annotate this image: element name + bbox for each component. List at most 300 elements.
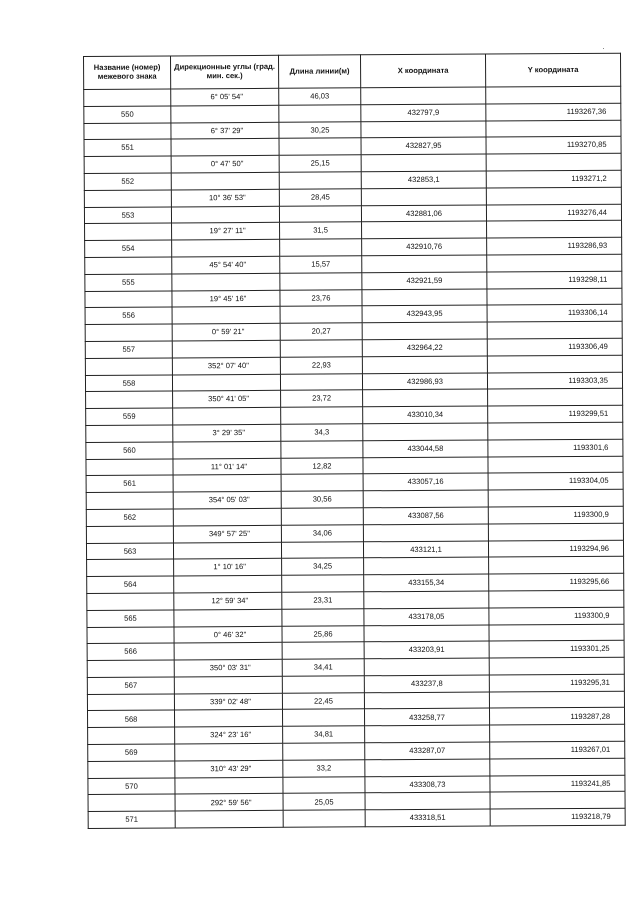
point-name-cell-text: 558 (122, 378, 136, 388)
direction-angle-cell (174, 592, 282, 609)
segment-x-cell (363, 490, 488, 508)
line-length-cell (280, 222, 362, 239)
x-coordinate-cell-text: 432986,93 (407, 376, 443, 386)
x-coordinate-cell (364, 675, 489, 693)
x-coordinate-cell-text: 433308,73 (409, 779, 446, 789)
segment-y-cell (488, 456, 623, 474)
direction-angle-cell (173, 491, 281, 508)
x-coordinate-cell-text: 432964,22 (406, 342, 443, 353)
y-coordinate-cell (488, 405, 623, 423)
point-name-cell (85, 341, 172, 358)
point-length-cell (281, 541, 363, 558)
line-length-cell (281, 525, 363, 542)
point-angle-cell (172, 374, 280, 391)
point-length-cell (279, 105, 361, 122)
line-length-cell-text: 23,72 (312, 393, 332, 404)
y-coordinate-cell-text: 1193306,49 (568, 341, 608, 352)
y-coordinate-cell-text: 1193287,28 (570, 711, 611, 721)
point-name-cell-text: 550 (120, 109, 134, 119)
x-coordinate-cell (361, 205, 486, 223)
y-coordinate-cell-text: 1193295,66 (569, 576, 610, 587)
line-length-cell (281, 491, 363, 508)
boundary-coordinates-table (83, 53, 626, 829)
x-coordinate-cell-text: 433178,05 (408, 611, 445, 621)
direction-angle-cell-text: 19° 27' 11" (209, 226, 246, 236)
x-coordinate-cell-text: 433010,34 (407, 410, 444, 420)
y-coordinate-cell-text: 1193267,01 (570, 744, 611, 755)
point-length-cell (282, 608, 364, 625)
segment-x-cell (365, 759, 490, 777)
x-coordinate-cell (364, 641, 489, 659)
y-coordinate-cell-text: 1193276,44 (567, 207, 607, 217)
segment-y-cell (486, 86, 621, 104)
point-name-cell (87, 576, 174, 593)
table-header-row (84, 53, 621, 89)
direction-angle-cell-text: 310° 43' 29" (210, 763, 252, 774)
direction-angle-cell (173, 391, 281, 408)
segment-y-cell (490, 724, 625, 742)
x-coordinate-cell-text: 432921,59 (406, 275, 443, 285)
x-coordinate-cell (362, 272, 487, 290)
y-coordinate-cell (490, 775, 625, 793)
y-coordinate-cell-text: 1193298,11 (568, 274, 608, 284)
segment-y-cell (486, 153, 621, 171)
segment-name-cell (84, 190, 171, 207)
line-length-cell-text: 25,15 (310, 158, 330, 168)
line-length-cell-text: 23,31 (313, 595, 333, 605)
segment-name-cell (86, 458, 173, 475)
line-length-cell-text: 34,25 (313, 561, 333, 572)
direction-angle-cell-text: 324° 23' 16" (210, 730, 252, 740)
y-coordinate-cell-text: 1193270,85 (566, 140, 607, 150)
direction-angle-cell (173, 458, 281, 475)
y-coordinate-cell (486, 204, 621, 222)
segment-y-cell (488, 523, 623, 541)
segment-x-cell (363, 389, 488, 407)
header-length: Длина линии(м) (278, 55, 360, 89)
point-name-cell-text: 571 (125, 815, 139, 825)
segment-x-cell (364, 692, 489, 710)
segment-name-cell (87, 559, 174, 576)
point-length-cell (283, 776, 365, 793)
point-angle-cell (175, 743, 283, 760)
y-coordinate-cell (487, 237, 622, 255)
point-angle-cell (174, 575, 282, 592)
segment-x-cell (362, 289, 487, 307)
point-name-cell-text: 567 (124, 680, 138, 690)
line-length-cell (283, 793, 365, 810)
direction-angle-cell (172, 290, 280, 307)
segment-y-cell (489, 691, 624, 709)
segment-y-cell (486, 120, 621, 138)
segment-x-cell (361, 87, 486, 105)
segment-name-cell (87, 593, 174, 610)
line-length-cell-text: 15,57 (311, 259, 331, 269)
segment-name-cell (88, 761, 175, 778)
x-coordinate-cell (363, 406, 488, 424)
x-coordinate-cell-text: 432853,1 (407, 174, 440, 185)
direction-angle-cell (171, 189, 279, 206)
line-length-cell (282, 659, 364, 676)
header-y: Y координата (485, 53, 620, 87)
point-name-cell-text: 569 (124, 747, 138, 757)
segment-y-cell (487, 321, 622, 339)
point-length-cell (282, 709, 364, 726)
line-length-cell-text: 23,76 (311, 293, 331, 303)
segment-name-cell (86, 526, 173, 543)
segment-x-cell (361, 154, 486, 172)
segment-name-cell (88, 727, 175, 744)
segment-name-cell (84, 156, 171, 173)
direction-angle-cell-text: 0° 46' 32" (213, 629, 247, 639)
direction-angle-cell (172, 357, 280, 374)
point-name-cell (84, 139, 171, 156)
segment-y-cell (489, 657, 624, 675)
segment-name-cell (86, 391, 173, 408)
line-length-cell-text: 20,27 (311, 326, 331, 336)
x-coordinate-cell-text: 433155,34 (408, 578, 445, 588)
segment-name-cell (84, 89, 171, 106)
point-length-cell (280, 239, 362, 256)
segment-name-cell (85, 291, 172, 308)
direction-angle-cell-text: 339° 02' 48" (209, 696, 251, 707)
segment-x-cell (364, 625, 489, 643)
x-coordinate-cell (363, 473, 488, 491)
line-length-cell-text: 22,93 (311, 360, 331, 370)
x-coordinate-cell (362, 373, 487, 391)
point-name-cell-text: 570 (125, 781, 138, 791)
point-angle-cell (173, 407, 281, 424)
point-angle-cell (175, 777, 283, 794)
x-coordinate-cell (362, 339, 487, 357)
scan-speck (603, 48, 604, 49)
line-length-cell-text: 12,82 (312, 461, 332, 471)
segment-name-cell (88, 794, 175, 811)
direction-angle-cell-text: 11° 01' 14" (210, 461, 248, 471)
point-angle-cell (173, 475, 281, 492)
line-length-cell (282, 625, 364, 642)
segment-y-cell (489, 624, 624, 642)
point-angle-cell (174, 710, 282, 727)
y-coordinate-cell (488, 473, 623, 491)
x-coordinate-cell (361, 171, 486, 189)
direction-angle-cell (173, 424, 281, 441)
x-coordinate-cell (361, 104, 486, 122)
y-coordinate-cell-text: 1193300,9 (574, 610, 610, 620)
line-length-cell-text: 34,81 (314, 729, 334, 739)
point-length-cell (280, 273, 362, 290)
segment-name-cell (84, 123, 171, 140)
point-length-cell (279, 172, 361, 189)
direction-angle-cell-text: 0° 59' 21" (211, 327, 245, 337)
x-coordinate-cell-text: 433044,58 (407, 443, 444, 453)
line-length-cell-text: 34,3 (314, 427, 330, 437)
x-coordinate-cell-text: 432881,06 (405, 208, 442, 218)
point-name-cell (88, 710, 175, 727)
point-angle-cell (171, 172, 279, 189)
line-length-cell-text: 34,41 (313, 662, 333, 672)
segment-y-cell (487, 221, 622, 239)
point-name-cell (84, 207, 171, 224)
y-coordinate-cell (486, 137, 621, 155)
segment-name-cell (87, 626, 174, 643)
x-coordinate-cell (365, 809, 490, 827)
line-length-cell (279, 88, 361, 105)
direction-angle-cell-text: 19° 45' 16" (209, 293, 247, 303)
line-length-cell (283, 726, 365, 743)
segment-x-cell (362, 255, 487, 273)
point-length-cell (280, 373, 362, 390)
line-length-cell (281, 390, 363, 407)
segment-x-cell (365, 792, 490, 810)
point-name-cell-text: 554 (121, 243, 135, 254)
point-name-cell-text: 559 (122, 411, 136, 421)
direction-angle-cell (174, 559, 282, 576)
y-coordinate-cell-text: 1193241,85 (570, 778, 611, 788)
segment-y-cell (488, 389, 623, 407)
segment-x-cell (363, 423, 488, 441)
point-length-cell (280, 340, 362, 357)
y-coordinate-cell (490, 808, 625, 826)
direction-angle-cell (175, 760, 283, 777)
x-coordinate-cell-text: 433057,16 (407, 477, 444, 487)
segment-y-cell (487, 288, 622, 306)
segment-y-cell (490, 758, 625, 776)
direction-angle-cell (175, 727, 283, 744)
point-name-cell (85, 307, 172, 324)
direction-angle-cell-text: 350° 03' 31" (209, 663, 251, 673)
x-coordinate-cell-text: 433318,51 (409, 813, 446, 823)
point-angle-cell (172, 239, 280, 256)
line-length-cell (282, 692, 364, 709)
point-name-cell-text: 564 (123, 579, 137, 589)
direction-angle-cell-text: 3° 29' 35" (212, 428, 246, 438)
segment-x-cell (361, 188, 486, 206)
line-length-cell-text: 28,45 (310, 192, 330, 202)
line-length-cell-text: 31,5 (313, 225, 328, 236)
line-length-cell-text: 25,86 (313, 629, 333, 639)
point-name-cell-text: 555 (122, 277, 135, 287)
point-name-cell-text: 556 (122, 311, 135, 321)
y-coordinate-cell (487, 305, 622, 323)
segment-x-cell (364, 591, 489, 609)
point-name-cell-text: 562 (123, 512, 137, 522)
y-coordinate-cell-text: 1193286,93 (567, 241, 608, 251)
point-name-cell (86, 509, 173, 526)
segment-x-cell (361, 121, 486, 139)
y-coordinate-cell-text: 1193295,31 (570, 677, 610, 688)
direction-angle-cell (171, 122, 279, 139)
y-coordinate-cell-text: 1193271,2 (571, 173, 607, 184)
y-coordinate-cell (486, 170, 621, 188)
point-name-cell (87, 677, 174, 694)
direction-angle-cell (173, 525, 281, 542)
x-coordinate-cell (364, 608, 489, 626)
y-coordinate-cell (487, 372, 622, 390)
direction-angle-cell-text: 292° 59' 56" (210, 797, 252, 807)
x-coordinate-cell (363, 541, 488, 559)
y-coordinate-cell-text: 1193218,79 (571, 812, 611, 822)
point-angle-cell (173, 542, 281, 559)
line-length-cell-text: 34,06 (312, 528, 332, 538)
x-coordinate-cell-text: 433121,1 (410, 544, 442, 554)
header-angle: Дирекционные углы (град. мин. сек.) (171, 55, 279, 89)
line-length-cell (280, 256, 362, 273)
y-coordinate-cell-text: 1193301,6 (573, 442, 609, 452)
point-angle-cell (172, 340, 280, 357)
point-name-cell-text: 553 (121, 210, 135, 220)
direction-angle-cell (174, 693, 282, 710)
x-coordinate-cell-text: 432910,76 (406, 242, 443, 252)
point-name-cell-text: 566 (124, 647, 137, 657)
segment-y-cell (487, 254, 622, 272)
line-length-cell-text: 33,2 (316, 763, 332, 773)
y-coordinate-cell-text: 1193299,51 (568, 409, 609, 419)
y-coordinate-cell (489, 708, 624, 726)
line-length-cell (280, 289, 362, 306)
point-length-cell (281, 407, 363, 424)
segment-x-cell (363, 457, 488, 475)
line-length-cell (282, 592, 364, 609)
segment-name-cell (85, 324, 172, 341)
x-coordinate-cell (364, 709, 489, 727)
y-coordinate-cell-text: 1193267,36 (566, 106, 607, 116)
x-coordinate-cell-text: 433203,91 (408, 645, 445, 655)
point-name-cell-text: 565 (124, 613, 137, 623)
segment-name-cell (87, 694, 174, 711)
point-name-cell-text: 552 (121, 176, 135, 186)
direction-angle-cell-text: 6° 05' 54" (210, 92, 244, 102)
point-name-cell (85, 274, 172, 291)
y-coordinate-cell (487, 271, 622, 289)
direction-angle-cell-text: 349° 57' 25" (208, 528, 250, 539)
y-coordinate-cell (486, 103, 621, 121)
line-length-cell (279, 189, 361, 206)
point-name-cell (84, 106, 171, 123)
point-row (88, 808, 625, 828)
segment-x-cell (362, 322, 487, 340)
point-name-cell (87, 643, 174, 660)
direction-angle-cell-text: 1° 10' 16" (213, 562, 246, 572)
segment-name-cell (86, 492, 173, 509)
point-length-cell (282, 642, 364, 659)
point-name-cell-text: 560 (123, 445, 136, 455)
line-length-cell (280, 357, 362, 374)
table-body (84, 86, 626, 828)
y-coordinate-cell-text: 1193304,05 (569, 476, 609, 486)
direction-angle-cell (172, 323, 280, 340)
segment-x-cell (364, 658, 489, 676)
y-coordinate-cell (488, 439, 623, 457)
x-coordinate-cell-text: 433287,07 (409, 745, 446, 756)
point-angle-cell (174, 676, 282, 693)
line-length-cell-text: 22,45 (313, 696, 333, 706)
point-angle-cell (173, 441, 281, 458)
point-angle-cell (171, 139, 279, 156)
segment-name-cell (87, 660, 174, 677)
point-length-cell (283, 810, 365, 827)
y-coordinate-cell (488, 506, 623, 524)
point-length-cell (283, 743, 365, 760)
x-coordinate-cell-text: 433258,77 (409, 712, 446, 722)
direction-angle-cell-text: 350° 41' 05" (208, 394, 250, 404)
x-coordinate-cell (365, 742, 490, 760)
direction-angle-cell (172, 256, 280, 273)
y-coordinate-cell (489, 573, 624, 591)
y-coordinate-cell (489, 674, 624, 692)
segment-x-cell (362, 221, 487, 239)
segment-x-cell (362, 356, 487, 374)
y-coordinate-cell (490, 741, 625, 759)
point-name-cell-text: 557 (122, 344, 136, 354)
line-length-cell-text: 46,03 (310, 91, 330, 101)
line-length-cell-text: 25,05 (314, 797, 334, 807)
y-coordinate-cell-text: 1193294,96 (569, 543, 610, 553)
y-coordinate-cell-text: 1193306,14 (567, 308, 608, 318)
point-length-cell (279, 205, 361, 222)
x-coordinate-cell (364, 574, 489, 592)
direction-angle-cell-text: 0° 47' 50" (210, 159, 244, 169)
x-coordinate-cell (363, 440, 488, 458)
x-coordinate-cell-text: 433237,8 (410, 678, 443, 688)
line-length-cell-text: 30,56 (312, 494, 332, 504)
point-angle-cell (172, 307, 280, 324)
segment-y-cell (486, 187, 621, 205)
point-length-cell (279, 138, 361, 155)
point-angle-cell (173, 508, 281, 525)
segment-y-cell (489, 590, 624, 608)
y-coordinate-cell-text: 1193300,9 (573, 509, 609, 520)
direction-angle-cell-text: 6° 37' 29" (210, 125, 244, 135)
line-length-cell (281, 457, 363, 474)
x-coordinate-cell (362, 238, 487, 256)
segment-x-cell (364, 557, 489, 575)
x-coordinate-cell (361, 137, 486, 155)
point-length-cell (281, 474, 363, 491)
point-angle-cell (171, 206, 279, 223)
x-coordinate-cell (363, 507, 488, 525)
line-length-cell-text: 30,25 (310, 125, 330, 135)
segment-y-cell (489, 557, 624, 575)
header-name: Название (номер) межевого знака (84, 56, 171, 90)
point-name-cell (86, 475, 173, 492)
x-coordinate-cell (365, 776, 490, 794)
point-name-cell (85, 240, 172, 257)
direction-angle-cell (174, 659, 282, 676)
direction-angle-cell-text: 352° 07' 40" (207, 360, 249, 371)
x-coordinate-cell-text: 432943,95 (406, 309, 443, 319)
direction-angle-cell-text: 354° 05' 03" (208, 495, 250, 505)
point-name-cell-text: 551 (121, 143, 134, 153)
y-coordinate-cell (489, 641, 624, 659)
point-name-cell (88, 811, 175, 828)
direction-angle-cell (171, 155, 279, 172)
segment-name-cell (86, 425, 173, 442)
direction-angle-cell-text: 10° 36' 53" (208, 192, 246, 203)
segment-y-cell (488, 489, 623, 507)
header-x: X координата (360, 54, 485, 88)
y-coordinate-cell-text: 1193303,35 (568, 375, 609, 385)
y-coordinate-cell (488, 540, 623, 558)
line-length-cell (279, 155, 361, 172)
point-length-cell (282, 676, 364, 693)
y-coordinate-cell-text: 1193301,25 (570, 644, 610, 654)
point-length-cell (280, 306, 362, 323)
x-coordinate-cell (362, 305, 487, 323)
point-angle-cell (175, 811, 283, 828)
direction-angle-cell-text: 45° 54' 40" (209, 260, 247, 270)
x-coordinate-cell-text: 432797,9 (407, 107, 440, 117)
